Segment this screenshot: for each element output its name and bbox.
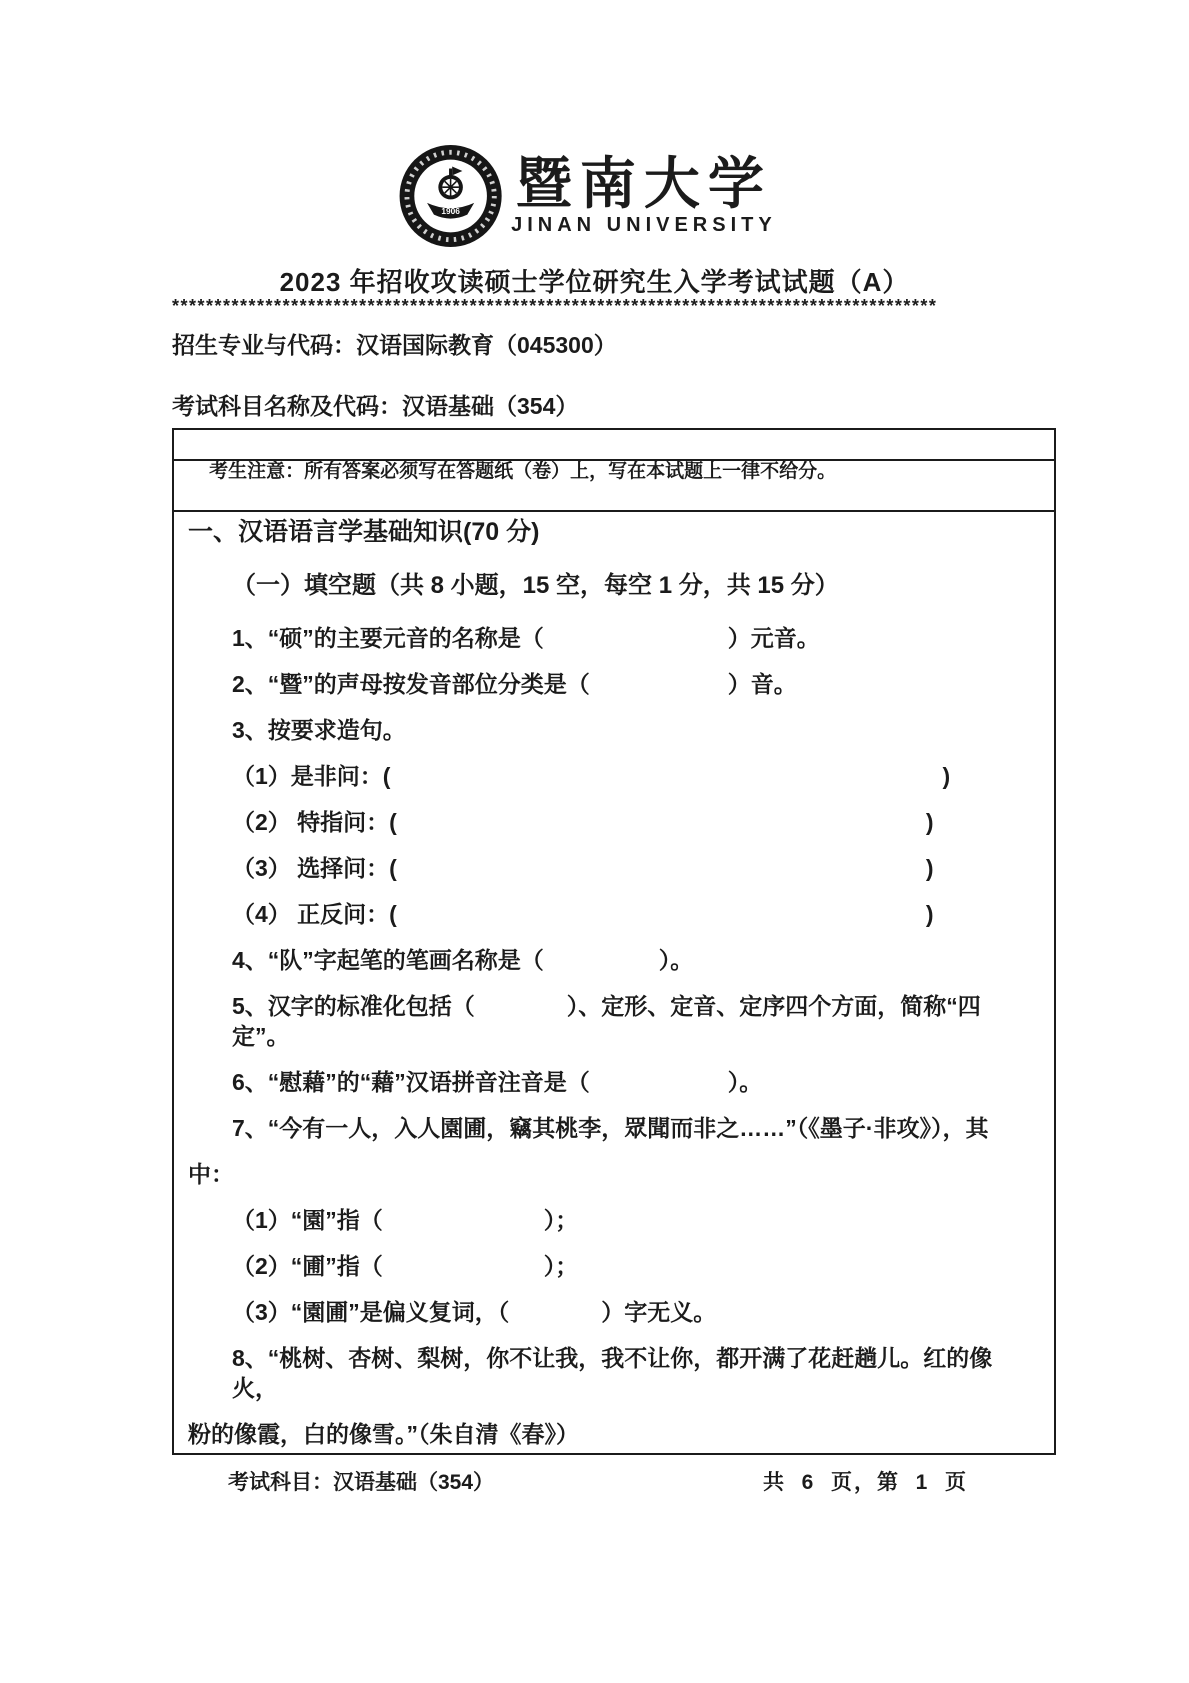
- footer-subject: 考试科目：汉语基础（354）: [228, 1471, 495, 1494]
- star-divider: ******************************************************************************************: [172, 297, 938, 315]
- question-line-7-2: （2）“圃”指（ ）；: [232, 1253, 579, 1279]
- question-line-3-4: （4） 正反问：( ): [232, 901, 934, 927]
- exam-title: 2023 年招收攻读硕士学位研究生入学考试试题（A）: [279, 267, 910, 297]
- university-name-block: [511, 151, 777, 238]
- section-heading: 一、汉语语言学基础知识(70 分): [188, 518, 540, 546]
- subject-code-line: 考试科目名称及代码：汉语基础（354）: [172, 393, 579, 419]
- university-name-en: JINAN UNIVERSITY: [511, 214, 777, 237]
- question-line-8: 8、“桃树、杏树、梨树，你不让我，我不让你，都开满了花赶趟儿。红的像火，: [232, 1345, 993, 1401]
- question-line-3-3: （3） 选择问：( ): [232, 855, 934, 881]
- question-area: [172, 459, 1056, 1455]
- question-line-5: 5、汉字的标准化包括（ ）、定形、定音、定序四个方面，简称“四定”。: [232, 993, 981, 1049]
- question-line-6: 6、“慰藉”的“藉”汉语拼音注音是（ ）。: [232, 1069, 763, 1095]
- major-code-line: 招生专业与代码：汉语国际教育（045300）: [172, 332, 617, 358]
- question-line-4: 4、“队”字起笔的笔画名称是（ ）。: [232, 947, 694, 973]
- candidate-notice-text: 考生注意：所有答案必须写在答题纸（卷）上，写在本试题上一律不给分。: [209, 461, 837, 482]
- subsection-heading: （一）填空题（共 8 小题，15 空，每空 1 分，共 15 分）: [232, 572, 839, 599]
- question-line-3: 3、按要求造句。: [232, 717, 406, 743]
- university-header: [397, 143, 777, 249]
- question-line-1: 1、“硕”的主要元音的名称是（ ）元音。: [232, 625, 820, 651]
- question-line-7-3: （3）“園圃”是偏义复词，（ ）字无义。: [232, 1299, 717, 1325]
- question-line-7: 7、“今有一人，入人園圃，竊其桃李，眾聞而非之……”（《墨子·非攻》），其: [232, 1115, 989, 1141]
- university-seal-icon: [397, 143, 503, 249]
- footer-page-info: 共 6 页，第 1 页: [762, 1471, 968, 1494]
- question-line-8-cont: 粉的像霞，白的像雪。”（朱自清《春》）: [188, 1421, 579, 1447]
- question-line-7-cont: 中：: [188, 1161, 234, 1187]
- question-line-3-1: （1）是非问：( ): [232, 763, 951, 789]
- question-line-7-1: （1）“園”指（ ）；: [232, 1207, 579, 1233]
- question-line-3-2: （2） 特指问：( ): [232, 809, 934, 835]
- question-line-2: 2、“暨”的声母按发音部位分类是（ ）音。: [232, 671, 797, 697]
- university-name-cn: 暨南大学: [515, 151, 772, 215]
- page-footer: [172, 1466, 1056, 1496]
- seal-year-label: 1906: [440, 206, 460, 217]
